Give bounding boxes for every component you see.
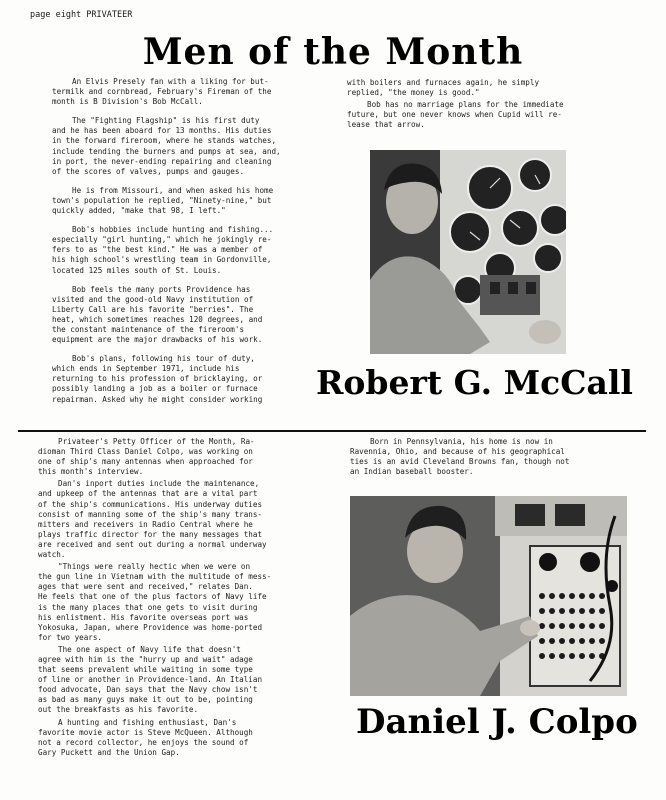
top-story-left-column	[52, 77, 307, 414]
paragraph: "Things were really hectic when we were on the gun line in Vietnam with the multitude of mess- ages that were sent and received," relates Dan. He feels that one of the plus factors of Navy life is the many places that one gets to visit during his enlistment. His favorite overseas port was Yokosuka, Japan, where Providence was home-ported for two years.	[38, 562, 272, 642]
top-story-right-column	[347, 78, 617, 139]
bottom-story-right-column	[350, 437, 620, 486]
caption-name-robert-mccall: Robert G. McCall	[316, 363, 633, 402]
photo-robert-mccall	[370, 150, 566, 354]
paragraph: Born in Pennsylvania, his home is now in Ravennia, Ohio, and because of his geographical ties is an avid Cleveland Browns fan, though not an Indian baseball booster.	[350, 437, 570, 477]
page-folio: page eight PRIVATEER	[30, 10, 133, 20]
paragraph: He is from Missouri, and when asked his home town's population he replied, "Ninety-nine," but quickly added, "make that 98, I left."	[52, 185, 274, 216]
photo-daniel-colpo	[350, 496, 627, 696]
paragraph: Bob feels the many ports Providence has visited and the good-old Navy institution of Liberty Call are his favorite "berries". The heat, which sometimes reaches 120 degrees, and the constant maintenance of the fireroom's equipment are the major drawbacks of his work.	[52, 284, 263, 345]
photo-fireroom-gauges	[370, 150, 566, 354]
paragraph: Privateer's Petty Officer of the Month, Ra- dioman Third Class Daniel Colpo, was working on one of ship's many antennas when approached for this month's interview.	[38, 437, 255, 477]
paragraph: Bob's plans, following his tour of duty, which ends in September 1971, include his returning to his profession of bricklaying, or possibly landing a job as a boiler or furnace repairman. Asked why he might consider working	[52, 354, 263, 404]
paragraph: Bob has no marriage plans for the immediate future, but one never knows when Cupid will re- lease that arrow.	[347, 100, 564, 130]
caption-name-daniel-colpo: Daniel J. Colpo	[356, 702, 638, 742]
paragraph: Bob's hobbies include hunting and fishing... especially "girl hunting," which he jokingly re- fers to as "the best kind." He was a member of his high school's wrestling team in Gordonville, located 125 miles south of St. Louis.	[52, 225, 274, 275]
paragraph: The one aspect of Navy life that doesn't agree with him is the "hurry up and wait" adage that seems prevalent while waiting in some type of line or another in Providence-land. An Italian food advocate, Dan says that the Navy chow isn't as bad as many guys make it out to be, pointing out the breakfasts as his favorite.	[38, 644, 263, 715]
section-divider	[18, 430, 646, 432]
bottom-story-left-column	[38, 437, 310, 760]
paragraph: The "Fighting Flagship" is his first duty and he has been aboard for 13 months. His duties in the forward fireroom, where he stands watches, include tending the burners and pumps at sea, and, in port, the never-ending repairing and cleaning of the scores of valves, pumps and gauges.	[52, 116, 281, 176]
paragraph: with boilers and furnaces again, he simply replied, "the money is good."	[347, 78, 540, 98]
paragraph: A hunting and fishing enthusiast, Dan's favorite movie actor is Steve McQueen. Although not a record collector, he enjoys the sound of Gary Puckett and the Union Gap.	[38, 717, 253, 757]
paragraph: An Elvis Presely fan with a liking for but- termilk and cornbread, February's Fireman of the month is B Division's Bob McCall.	[52, 77, 272, 107]
paragraph: Dan's inport duties include the maintenance, and upkeep of the antennas that are a vital part of the ship's communications. His underway duties consist of manning some of the ship's many trans- mitters and receivers in Radio Central where he plays traffic director for the many messages that are received and sent out during a normal underway watch.	[38, 479, 267, 560]
photo-radio-central	[350, 496, 627, 696]
page-title: Men of the Month	[142, 31, 524, 73]
